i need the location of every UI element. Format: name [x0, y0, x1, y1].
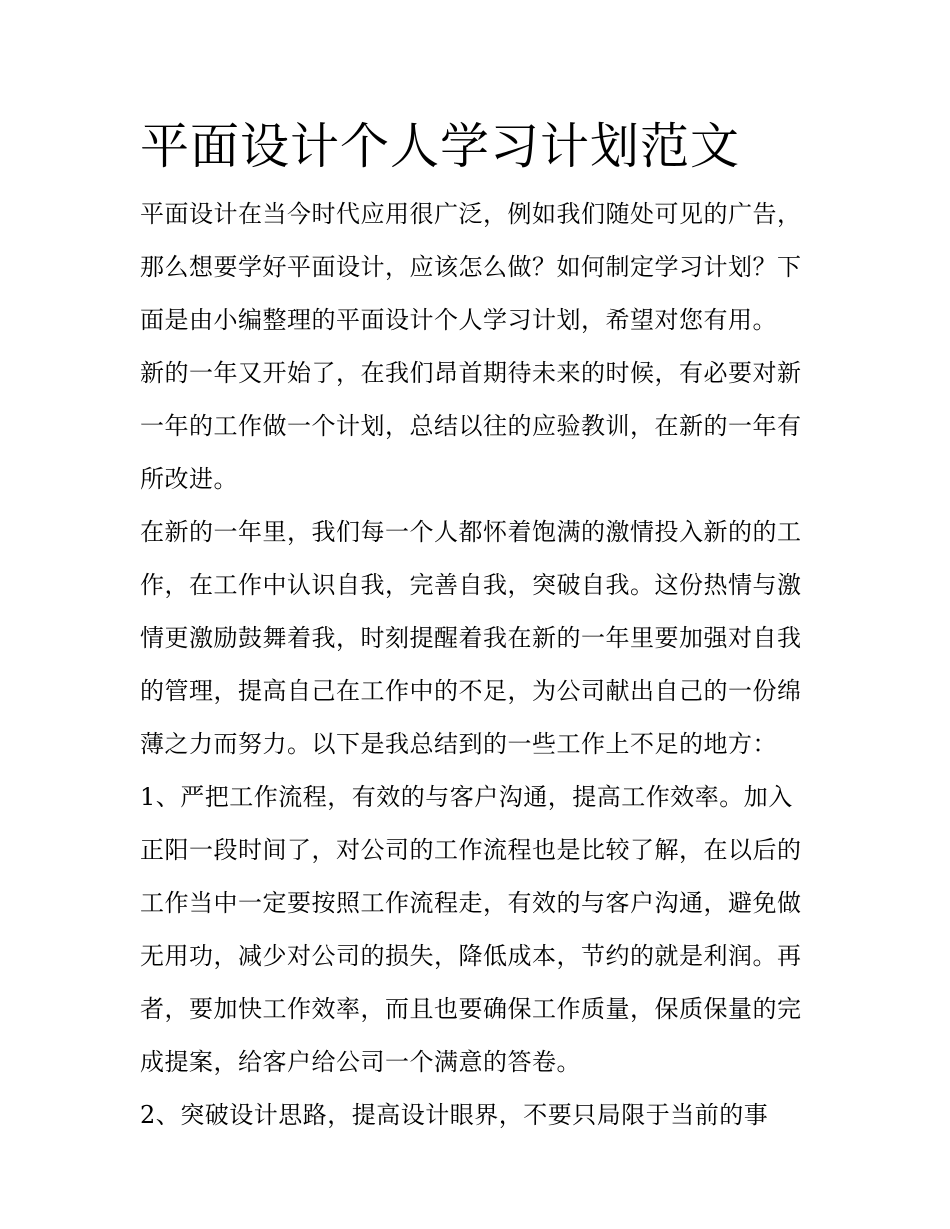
- body-line: 无用功，减少对公司的损失，降低成本，节约的就是利润。再: [140, 942, 802, 970]
- body-line: 成提案，给客户给公司一个满意的答卷。: [140, 1048, 581, 1076]
- body-line: 一年的工作做一个计划，总结以往的应验教训，在新的一年有: [140, 412, 802, 440]
- body-line: 作，在工作中认识自我，完善自我，突破自我。这份热情与激: [140, 571, 802, 599]
- document-body: [140, 188, 812, 1142]
- document-page: [140, 112, 812, 1142]
- body-line: 那么想要学好平面设计，应该怎么做？如何制定学习计划？下: [140, 253, 802, 281]
- body-line: 1、严把工作流程，有效的与客户沟通，提高工作效率。加入: [140, 783, 793, 811]
- body-line: 薄之力而努力。以下是我总结到的一些工作上不足的地方：: [140, 730, 777, 758]
- body-line: 所改进。: [140, 465, 238, 493]
- body-line: 的管理，提高自己在工作中的不足，为公司献出自己的一份绵: [140, 677, 802, 705]
- body-line: 平面设计在当今时代应用很广泛，例如我们随处可见的广告，: [140, 200, 802, 228]
- body-line: 在新的一年里，我们每一个人都怀着饱满的激情投入新的的工: [140, 518, 802, 546]
- body-line: 面是由小编整理的平面设计个人学习计划，希望对您有用。: [140, 306, 777, 334]
- body-line: 2、突破设计思路，提高设计眼界，不要只局限于当前的事: [140, 1101, 769, 1129]
- body-line: 新的一年又开始了，在我们昂首期待未来的时候，有必要对新: [140, 359, 802, 387]
- document-title: 平面设计个人学习计划范文: [140, 118, 741, 175]
- body-line: 者，要加快工作效率，而且也要确保工作质量，保质保量的完: [140, 995, 802, 1023]
- body-line: 工作当中一定要按照工作流程走，有效的与客户沟通，避免做: [140, 889, 802, 917]
- body-line: 情更激励鼓舞着我，时刻提醒着我在新的一年里要加强对自我: [140, 624, 802, 652]
- body-line: 正阳一段时间了，对公司的工作流程也是比较了解，在以后的: [140, 836, 802, 864]
